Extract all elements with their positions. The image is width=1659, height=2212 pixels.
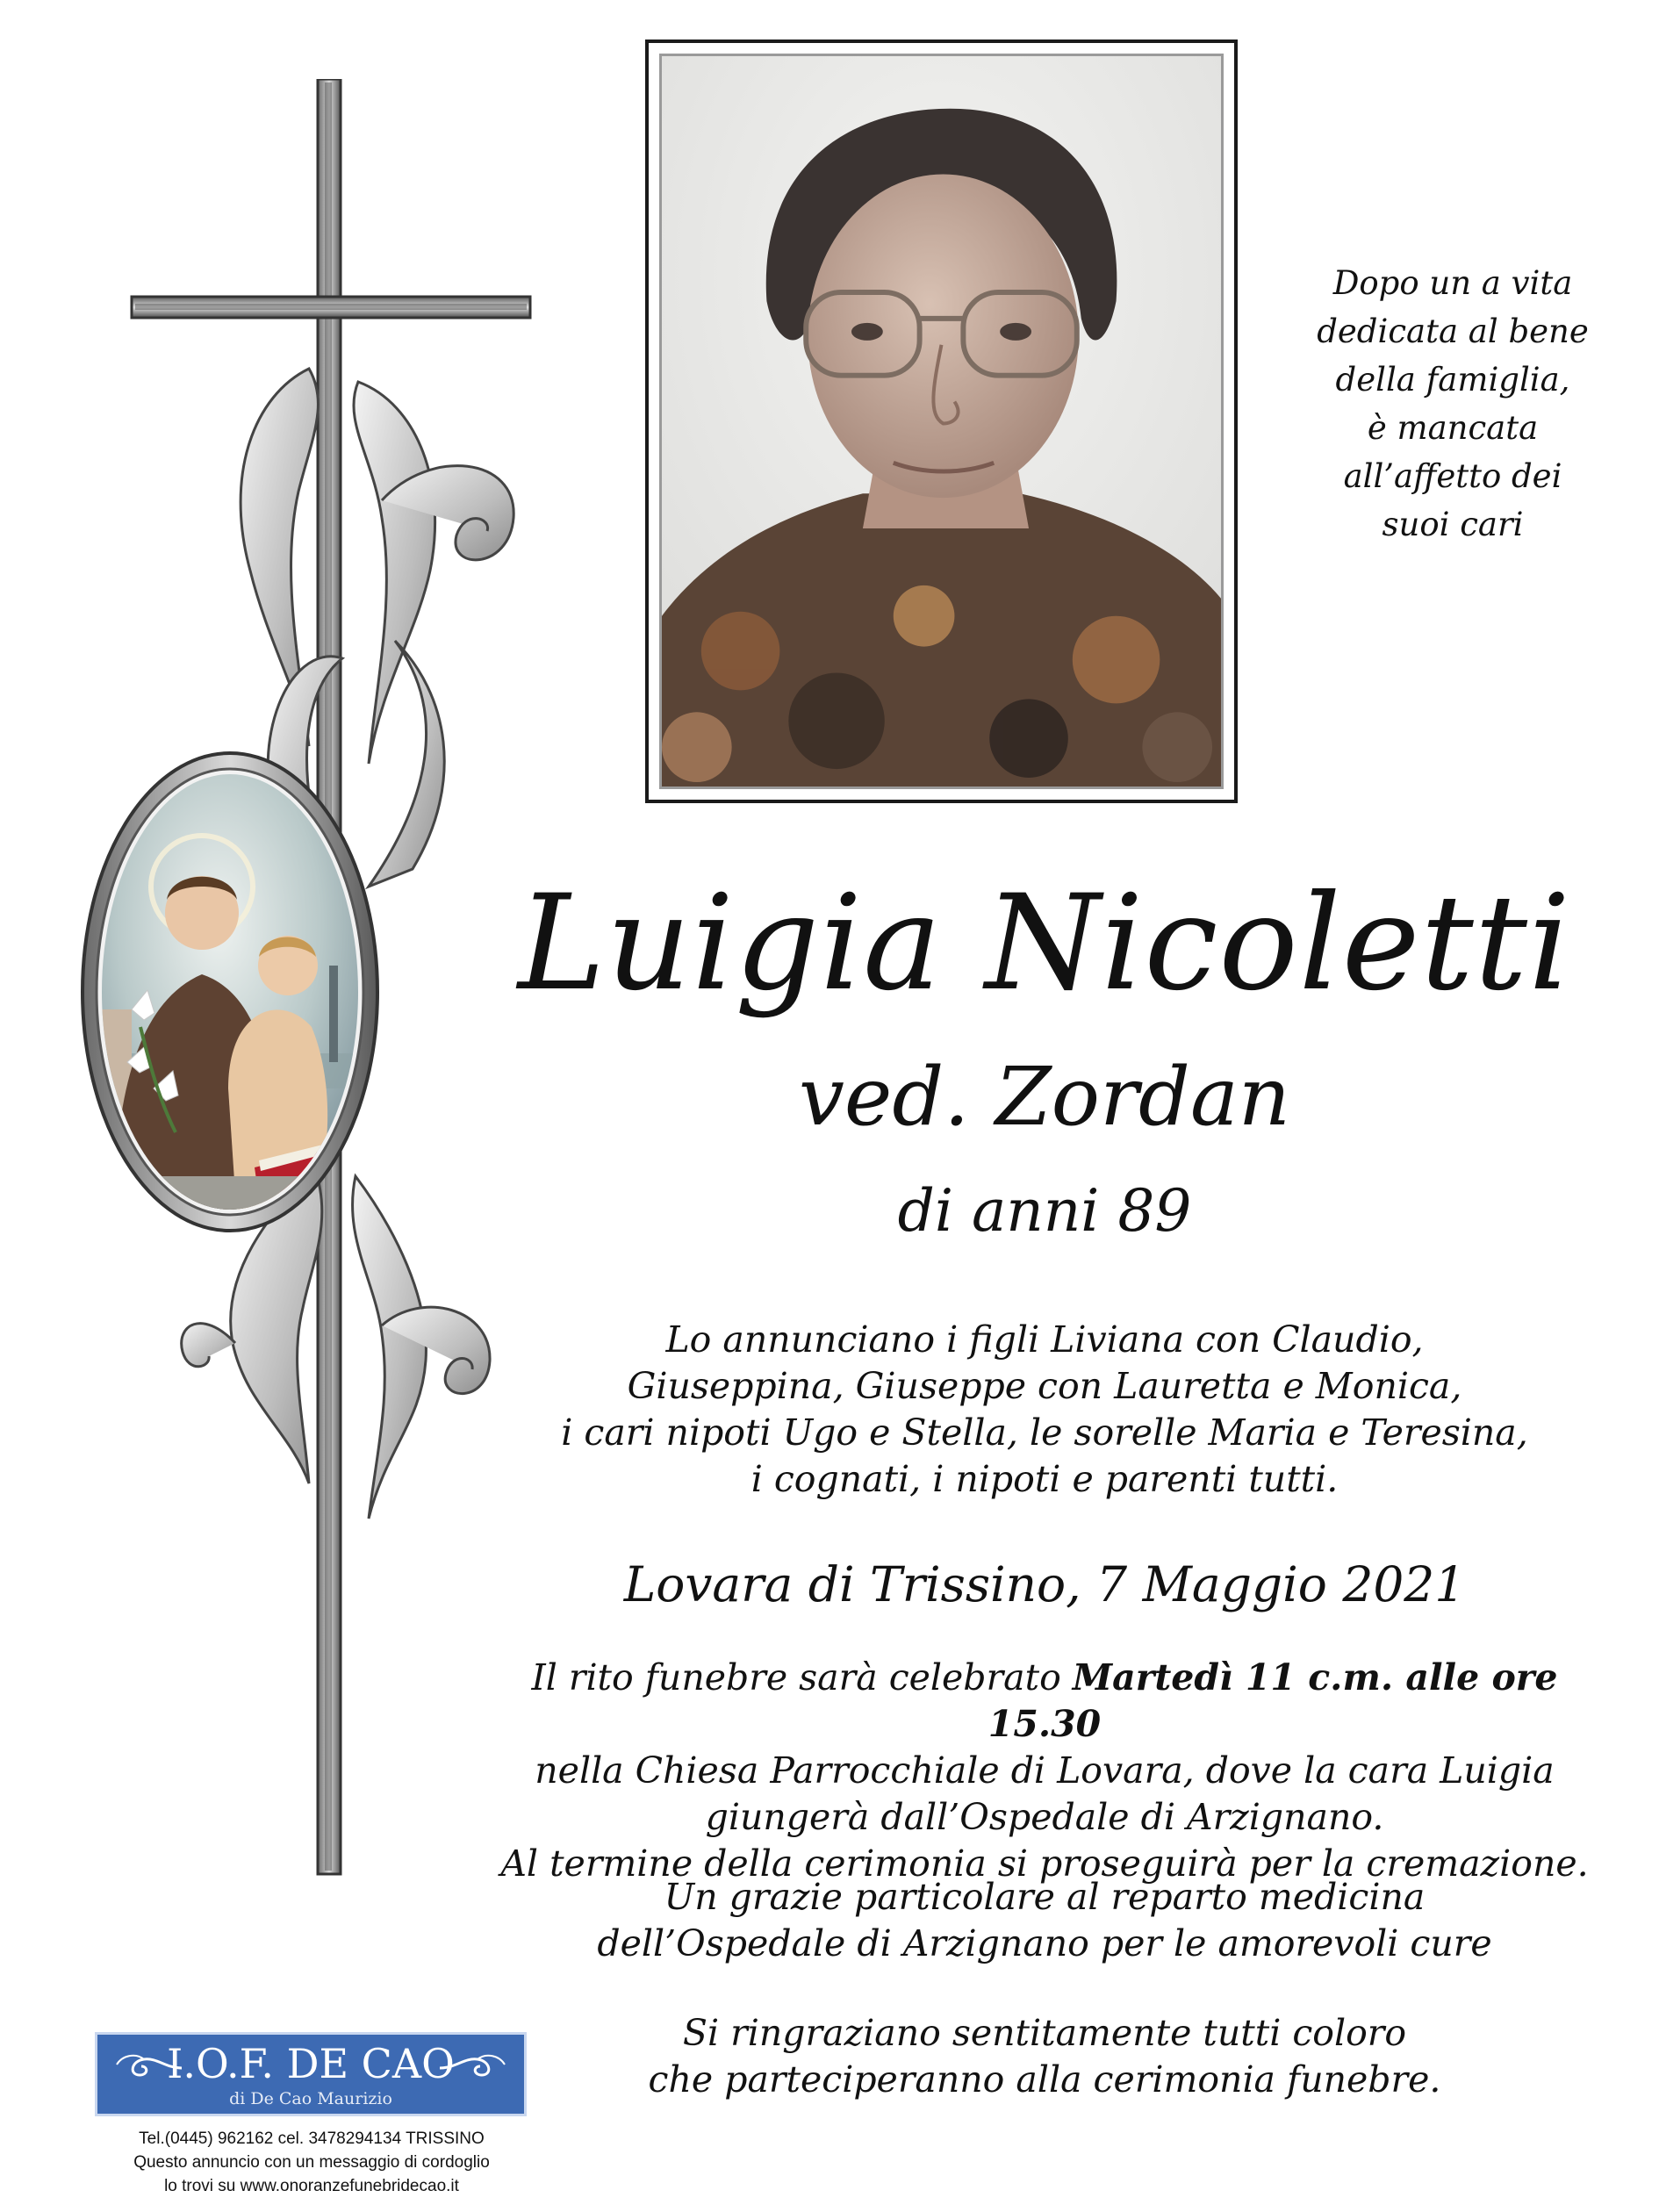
side-quote-line: dedicata al bene: [1317, 312, 1589, 350]
thanks-line: che parteciperanno alla cerimonia funebre.: [648, 2058, 1441, 2101]
funeral-line: nella Chiesa Parrocchiale di Lovara, dove la cara Luigia: [535, 1749, 1555, 1792]
thanks-line: Un grazie particolare al reparto medicina: [664, 1876, 1426, 1918]
flourish-right-icon: [438, 2050, 508, 2086]
side-quote-line: è mancata: [1367, 409, 1539, 447]
funeral-line-prefix: Il rito funebre sarà celebrato: [531, 1656, 1073, 1698]
side-quote-line: all’affetto dei: [1343, 457, 1562, 495]
saint-medallion-icon: [83, 753, 377, 1231]
announcement-line: i cognati, i nipoti e parenti tutti.: [750, 1458, 1339, 1500]
deceased-age: di anni 89: [897, 1177, 1192, 1245]
agency-logo: [95, 2032, 527, 2116]
announcement-line: Lo annunciano i figli Liviana con Claudio,: [665, 1318, 1424, 1361]
portrait-frame: [645, 40, 1238, 803]
side-quote-line: suoi cari: [1382, 506, 1524, 543]
agency-condolence-note: Questo annuncio con un messaggio di cordoglio: [133, 2153, 490, 2172]
deceased-name: Luigia Nicoletti: [517, 867, 1572, 1020]
agency-owner: di De Cao Maurizio: [229, 2089, 392, 2108]
agency-name: I.O.F. DE CAO: [167, 2040, 455, 2087]
funeral-datetime: Martedì 11 c.m. alle ore 15.30: [988, 1656, 1558, 1745]
funeral-line: giungerà dall’Ospedale di Arzignano.: [705, 1796, 1384, 1838]
funeral-line: [492, 1655, 1598, 1748]
announcement-line: i cari nipoti Ugo e Stella, le sorelle Maria e Teresina,: [561, 1411, 1528, 1454]
widow-of: ved. Zordan: [798, 1050, 1291, 1144]
thanks-line: Si ringraziano sentitamente tutti coloro: [682, 2012, 1407, 2054]
thanks-line: dell’Ospedale di Arzignano per le amorevoli cure: [597, 1922, 1492, 1964]
portrait-photo: [659, 54, 1224, 789]
side-quote: [1308, 259, 1598, 549]
funeral-details: [492, 1655, 1598, 1887]
agency-phones: Tel.(0445) 962162 cel. 3478294134 TRISSINO: [139, 2129, 485, 2148]
announcement: [492, 1317, 1598, 1503]
place-date: Lovara di Trissino, 7 Maggio 2021: [623, 1556, 1466, 1612]
thanks-all: [492, 2010, 1598, 2103]
side-quote-line: Dopo un a vita: [1332, 264, 1573, 302]
agency-website[interactable]: lo trovi su www.onoranzefunebridecao.it: [164, 2177, 459, 2195]
announcement-line: Giuseppina, Giuseppe con Lauretta e Monica,: [627, 1365, 1462, 1407]
funeral-line: Al termine della cerimonia si proseguirà per la cremazione.: [500, 1842, 1589, 1885]
cross-ornament: [79, 79, 535, 1905]
side-quote-line: della famiglia,: [1335, 361, 1570, 399]
thanks-hospital: [492, 1874, 1598, 1967]
